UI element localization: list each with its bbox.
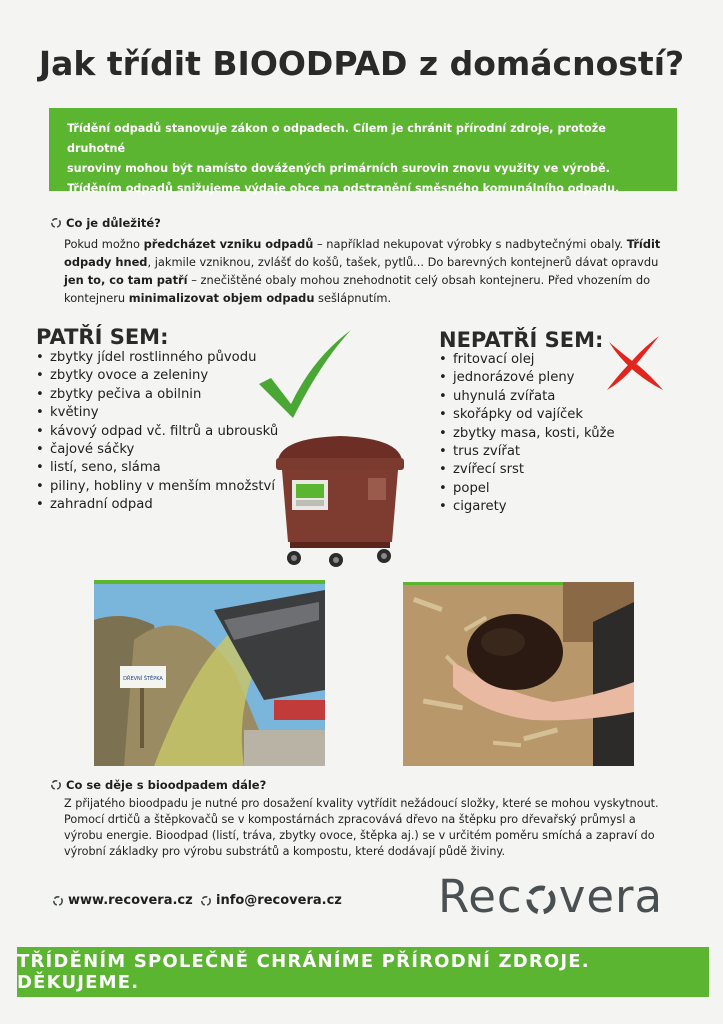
cross-icon bbox=[603, 332, 667, 394]
belongs-item: • zbytky ovoce a zeleniny bbox=[36, 367, 286, 385]
recycle-icon bbox=[524, 883, 558, 917]
belongs-list bbox=[36, 349, 286, 515]
photo-sign-text: DŘEVNÍ ŠTĚPKA bbox=[123, 676, 163, 682]
intro-line-3: Tříděním odpadů snižujeme výdaje obce na odstranění směsného komunálního odpadu. bbox=[67, 182, 620, 195]
photo-compost-hands bbox=[403, 582, 634, 766]
belongs-item: • zbytky pečiva a obilnin bbox=[36, 386, 286, 404]
not-belongs-item: • zvířecí srst bbox=[439, 461, 639, 479]
checkmark-icon bbox=[255, 328, 355, 420]
not-belongs-item: • trus zvířat bbox=[439, 443, 639, 461]
important-text: Pokud možno předcházet vzniku odpadů – například nekupovat výrobky s nadbytečnými obaly. Třídit odpady hned, jakmile vzniknou, zvlášť do košů, tašek, pytlů... Do barevných kontejnerů dávat opravdu jen to, co tam patří – znečištěné obaly mohou znehodnotit celý obsah kontejneru. Před vhozením do kontejneru minimalizovat objem odpadu sešlápnutím. bbox=[64, 237, 661, 305]
after-heading: Co se děje s bioodpadem dále? bbox=[50, 778, 266, 792]
recovera-logo: Rec vera bbox=[438, 870, 664, 923]
not-belongs-item: • popel bbox=[439, 480, 639, 498]
not-belongs-item: • skořápky od vajíček bbox=[439, 406, 639, 424]
belongs-item: • kávový odpad vč. filtrů a ubrousků bbox=[36, 423, 286, 441]
recycle-icon bbox=[50, 779, 62, 791]
not-belongs-item: • fritovací olej bbox=[439, 351, 639, 369]
contact-email[interactable] bbox=[200, 893, 342, 908]
title-pre: Jak třídit bbox=[38, 44, 213, 83]
intro-line-1: Třídění odpadů stanovuje zákon o odpadech. Cílem je chránit přírodní zdroje, protože druhotné bbox=[67, 122, 606, 155]
photo-wood-chips bbox=[94, 580, 325, 766]
not-belongs-heading: NEPATŘÍ SEM: bbox=[439, 328, 604, 352]
recycle-icon bbox=[52, 895, 64, 907]
title-bold: BIOODPAD bbox=[212, 44, 408, 83]
belongs-item: • zahradní odpad bbox=[36, 496, 286, 514]
belongs-item: • listí, seno, sláma bbox=[36, 459, 286, 477]
intro-box bbox=[49, 108, 677, 195]
important-heading: Co je důležité? bbox=[50, 216, 161, 230]
footer-slogan: TŘÍDĚNÍM SPOLEČNĚ CHRÁNÍME PŘÍRODNÍ ZDROJE. DĚKUJEME. bbox=[17, 947, 709, 997]
website-link[interactable]: www.recovera.cz bbox=[68, 893, 193, 908]
intro-line-2: suroviny mohou být namísto dovážených primárních surovin znovu využity ve výrobě. bbox=[67, 162, 610, 175]
not-belongs-item: • jednorázové pleny bbox=[439, 369, 639, 387]
title-post: z domácností? bbox=[407, 44, 685, 83]
belongs-item: • květiny bbox=[36, 404, 286, 422]
belongs-heading: PATŘÍ SEM: bbox=[36, 325, 169, 349]
not-belongs-item: • cigarety bbox=[439, 498, 639, 516]
not-belongs-item: • zbytky masa, kosti, kůže bbox=[439, 425, 639, 443]
recycle-icon bbox=[200, 895, 212, 907]
contact-web[interactable] bbox=[52, 893, 193, 908]
email-link[interactable]: info@recovera.cz bbox=[216, 893, 342, 908]
not-belongs-item: • uhynulá zvířata bbox=[439, 388, 639, 406]
belongs-item: • zbytky jídel rostlinného původu bbox=[36, 349, 286, 367]
recycle-icon bbox=[50, 217, 62, 229]
page-title bbox=[0, 44, 723, 83]
belongs-item: • čajové sáčky bbox=[36, 441, 286, 459]
bin-icon bbox=[272, 434, 408, 570]
after-text: Z přijatého bioodpadu je nutné pro dosažení kvality vytřídit nežádoucí složky, které se mohou vyskytnout. Pomocí drtičů a štěpkovačů se v kompostárnách zpracovává dřevo na štěpku pro dřevařský průmysl a výrobu energie. Bioodpad (listí, tráva, zbytky ovoce, štěpka aj.) se v určitém poměru smíchá a zapraví do výrobní základky pro výrobu substrátů a kompostu, které dodávají půdě živiny. bbox=[64, 797, 659, 858]
belongs-item: • piliny, hobliny v menším množství bbox=[36, 478, 286, 496]
